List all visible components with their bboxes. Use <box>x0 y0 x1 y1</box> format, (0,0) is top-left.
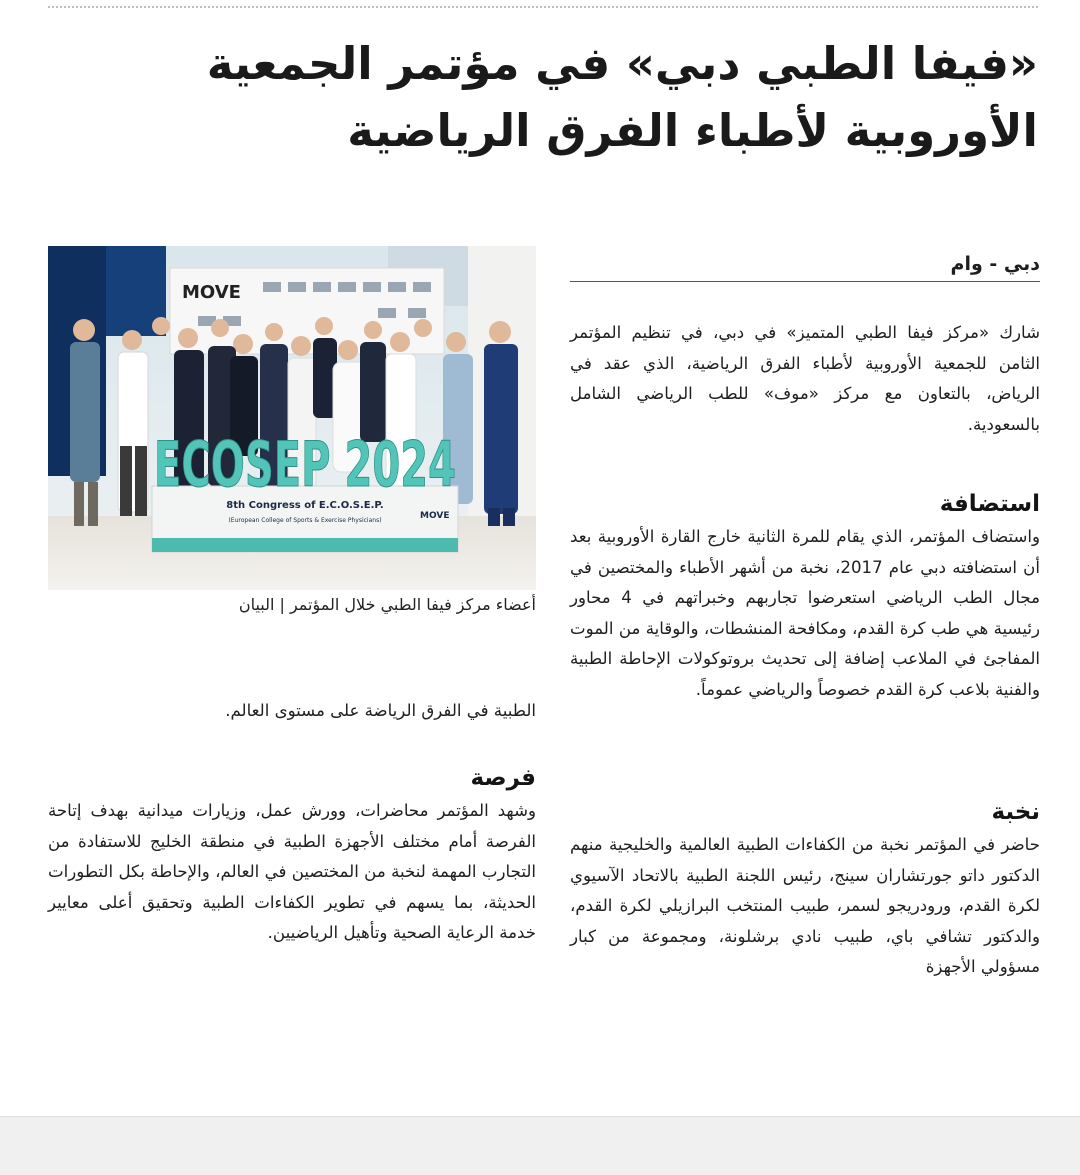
section-heading-elite: نخبة <box>991 799 1040 825</box>
bottom-band <box>0 1116 1080 1175</box>
intro-text: شارك «مركز فيفا الطبي المتميز» في دبي، في تنظيم المؤتمر الثامن للجمعية الأوروبية لأطباء الفرق الرياضية، الذي عقد في الرياض، بالتعاون مع مركز «موف» للطب الرياضي الشامل بالسعودية. <box>570 323 1040 434</box>
section-hosting <box>570 486 1040 705</box>
section-elite <box>570 794 1040 983</box>
section-body-hosting: واستضاف المؤتمر، الذي يقام للمرة الثانية خارج القارة الأوروبية بعد أن استضافته دبي عام 2017، نخبة من أشهر الأطباء والمختصين في مجال الطب الرياضي استعرضوا تجاربهم وخبراتهم في 4 محاور رئيسية هي طب كرة القدم، ومكافحة المنشطات، والوقاية من الموت المفاجئ في الملاعب إضافة إلى تحديث بروتوكولات الإحاطة الطبية والفنية بلاعب كرة القدم خصوصاً والرياضي عموماً. <box>570 527 1040 699</box>
section-heading-hosting: استضافة <box>939 491 1040 517</box>
continuation-paragraph <box>48 696 536 727</box>
photo-caption: أعضاء مركز فيفا الطبي خلال المؤتمر | البيان <box>238 595 536 614</box>
article-headline <box>48 30 1038 164</box>
banner-congress-title: 8th Congress of E.C.O.S.E.P. <box>226 500 384 511</box>
headline-line-2: الأوروبية لأطباء الفرق الرياضية <box>347 104 1038 157</box>
section-opportunity <box>48 760 536 949</box>
banner-ecosep-2024: ECOSEP 2024 <box>154 428 456 501</box>
group-photo-illustration <box>48 246 536 590</box>
banner-move-logo: MOVE <box>182 282 241 303</box>
banner-move-small: MOVE <box>420 511 450 521</box>
continuation-text: الطبية في الفرق الرياضة على مستوى العالم. <box>225 701 536 720</box>
section-heading-opportunity: فرصة <box>470 765 536 791</box>
banner-congress-subtitle: (European College of Sports & Exercise Physicians) <box>228 517 382 524</box>
top-dotted-rule <box>48 6 1038 8</box>
article-photo[interactable] <box>48 246 536 590</box>
dateline: دبي - وام <box>570 250 1040 282</box>
section-body-elite: حاضر في المؤتمر نخبة من الكفاءات الطبية العالمية والخليجية منهم الدكتور داتو جورتشاران سينج، رئيس اللجنة الطبية بالاتحاد الآسيوي لكرة القدم، ورودريجو لسمر، طبيب المنتخب البرازيلي لكرة القدم، والدكتور تشافي باي، طبيب نادي برشلونة، ومجموعة من كبار مسؤولي الأجهزة <box>570 835 1040 976</box>
intro-paragraph <box>570 318 1040 440</box>
section-body-opportunity: وشهد المؤتمر محاضرات، وورش عمل، وزيارات ميدانية بهدف إتاحة الفرصة أمام مختلف الأجهزة الطبية في منطقة الخليج للاستفادة من التجارب المهمة لنخبة من المختصين في العالم، والإحاطة بكل التطورات الحديثة، بما يسهم في تطوير الكفاءات الطبية وتحقيق أعلى معايير خدمة الرعاية الصحية وتأهيل الرياضيين. <box>48 801 536 942</box>
headline-line-1: «فيفا الطبي دبي» في مؤتمر الجمعية <box>206 37 1038 90</box>
